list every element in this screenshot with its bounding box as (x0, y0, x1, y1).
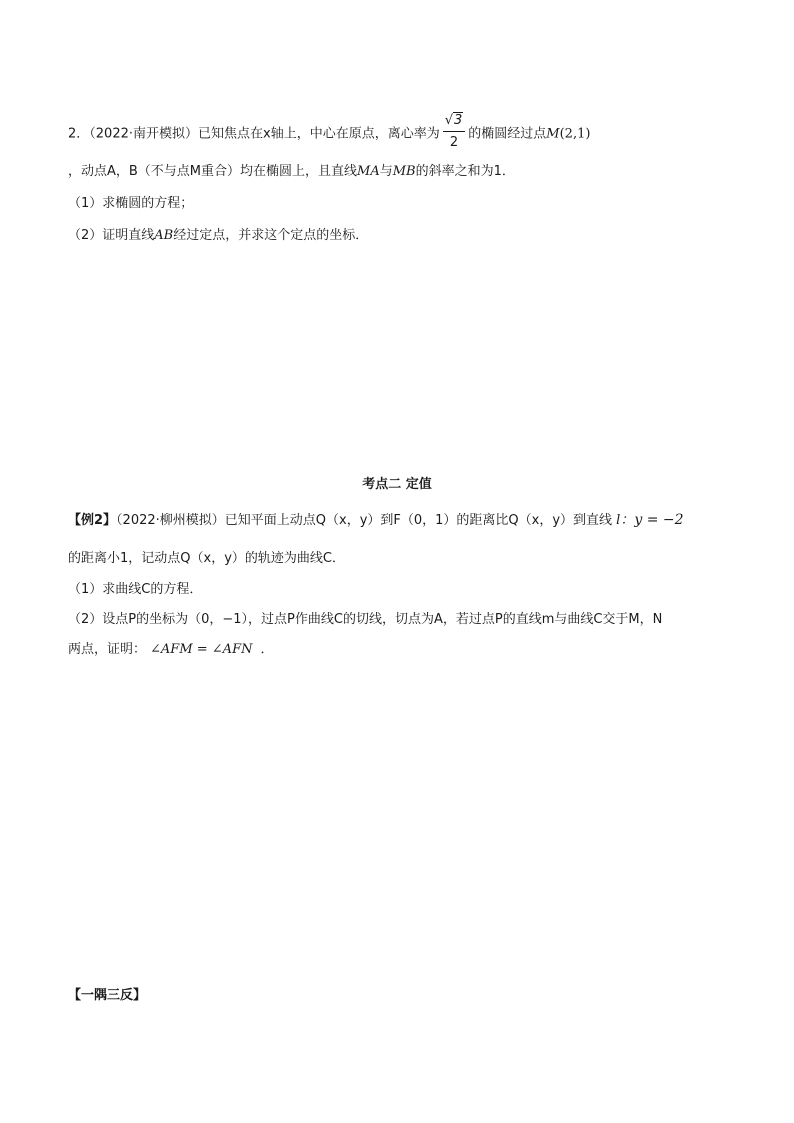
practice-label: 【一隅三反】 (68, 988, 147, 1003)
sqrt-symbol: √3 (444, 113, 463, 128)
problem2-text-a: 已知焦点在x轴上，中心在原点，离心率为 (198, 126, 440, 142)
line-l-equation: ：y = −2 (620, 512, 684, 528)
example2-label: 【例2】 (68, 513, 117, 528)
problem2-text-b: 的椭圆经过点 (468, 126, 547, 142)
example2-question2: （2）设点P的坐标为（0，−1），过点P作曲线C的切线，切点为A，若过点P的直线m与曲线C交于M，N (68, 612, 663, 627)
problem2-line2-and: 与 (379, 164, 393, 179)
example2-question1: （1）求曲线C的方程． (68, 582, 203, 597)
example2-line2: 的距离小1，记动点Q（x，y）的轨迹为曲线C． (68, 551, 345, 566)
angle-equation: ∠AFM = ∠AFN (150, 642, 253, 657)
problem2-q2-text-a: （2）证明直线 (68, 228, 155, 243)
section-title: 考点二 定值 (362, 477, 432, 492)
segment-mb: MB (392, 164, 416, 179)
fraction-denominator: 2 (449, 135, 459, 150)
problem2-line1 (68, 114, 590, 154)
example2-q2-end: ． (260, 642, 274, 657)
problem2-q2-text-b: 经过定点，并求这个定点的坐标． (173, 228, 369, 243)
problem2-line2-end: 的斜率之和为1． (415, 164, 515, 179)
point-m-label: M (546, 126, 560, 142)
example2-text-a: （2022·柳州模拟）已知平面上动点Q（x，y）到F（0，1）的距离比Q（x，y）到直线 (116, 513, 613, 528)
example2-line1 (68, 510, 684, 531)
eccentricity-fraction (443, 112, 466, 152)
problem2-question1: （1）求椭圆的方程； (68, 196, 194, 211)
problem2-source: （2022·南开模拟） (89, 126, 198, 142)
problem2-line2 (68, 162, 515, 182)
line-l-name: l (616, 513, 621, 528)
segment-ab: AB (154, 228, 174, 243)
problem2-question2 (68, 226, 368, 246)
example2-question2-cont (68, 640, 273, 660)
problem2-number: 2． (68, 126, 90, 142)
problem2-line2-text: ，动点A，B（不与点M重合）均在椭圆上，且直线 (68, 164, 358, 179)
segment-ma: MA (357, 164, 380, 179)
sqrt-radicand: 3 (454, 113, 463, 128)
point-m-coords: (2,1) (559, 126, 591, 142)
example2-q2-cont-text: 两点，证明： (68, 642, 147, 657)
